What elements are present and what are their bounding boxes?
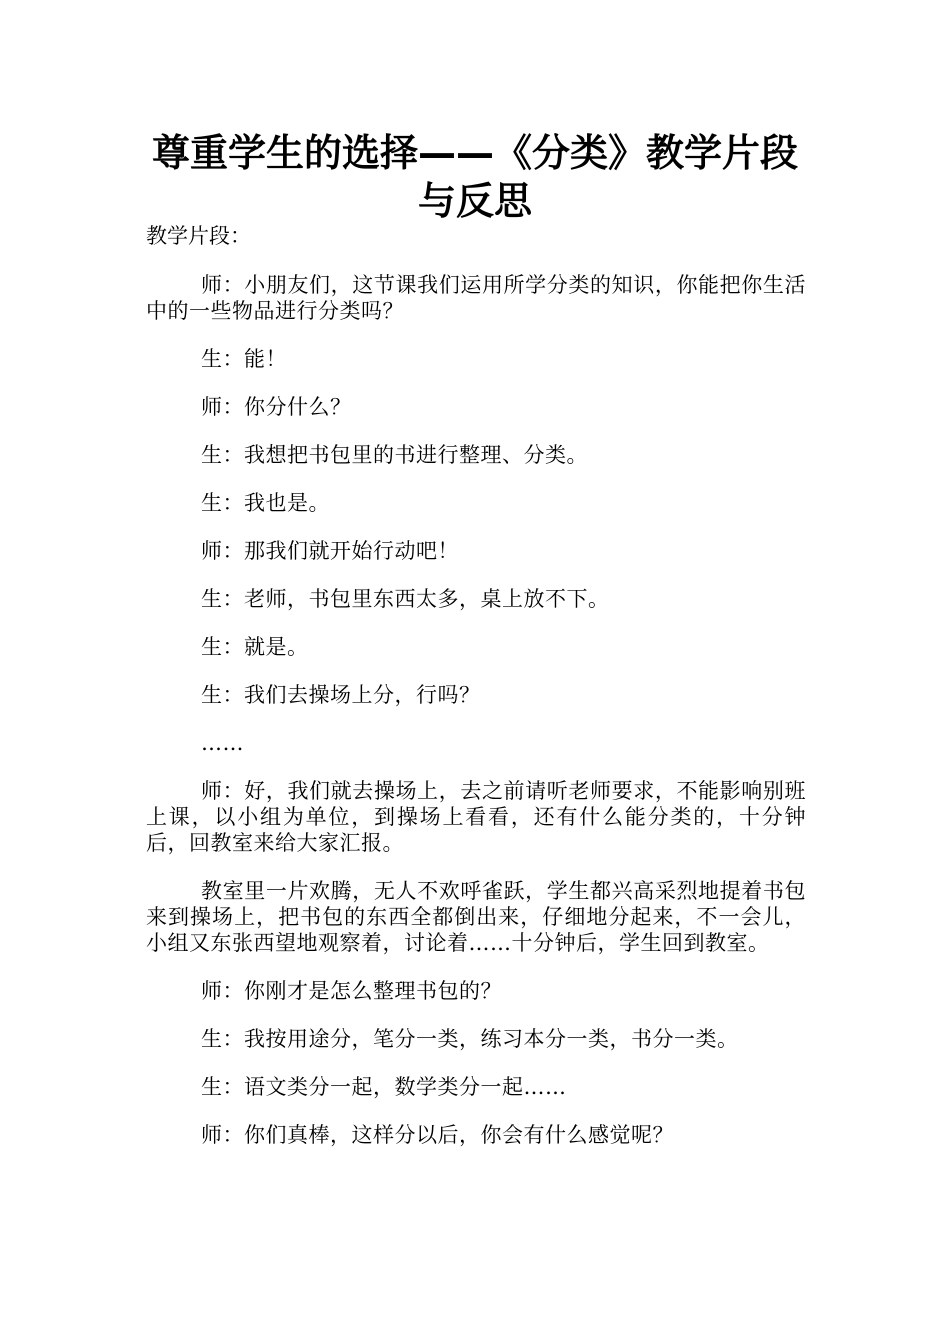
paragraph-2: 生：能！ — [201, 347, 287, 371]
section-label: 教学片段： — [146, 224, 251, 248]
paragraph-3: 师：你分什么？ — [201, 395, 352, 419]
paragraph-7: 生：老师，书包里东西太多，桌上放不下。 — [201, 587, 610, 611]
paragraph-8: 生：就是。 — [201, 635, 309, 659]
paragraph-15: 生：语文类分一起，数学类分一起…… — [201, 1075, 567, 1099]
paragraph-1: 师：小朋友们，这节课我们运用所学分类的知识，你能把你生活中的一些物品进行分类吗？ — [146, 273, 806, 323]
document-title-line-1: 尊重学生的选择——《分类》教学片段 — [151, 131, 798, 175]
paragraph-5: 生：我也是。 — [201, 491, 330, 515]
paragraph-16: 师：你们真棒，这样分以后，你会有什么感觉呢？ — [201, 1123, 674, 1147]
paragraph-6: 师：那我们就开始行动吧！ — [201, 539, 459, 563]
paragraph-4: 生：我想把书包里的书进行整理、分类。 — [201, 443, 588, 467]
paragraph-13: 师：你刚才是怎么整理书包的？ — [201, 979, 502, 1003]
dialogue-body — [146, 272, 806, 1170]
paragraph-9: 生：我们去操场上分，行吗？ — [201, 683, 481, 707]
paragraph-12: 教室里一片欢腾，无人不欢呼雀跃，学生都兴高采烈地提着书包来到操场上，把书包的东西全都倒出来，仔细地分起来，不一会儿，小组又东张西望地观察着，讨论着……十分钟后，学生回到教室。 — [146, 879, 806, 955]
document-title-line-2: 与反思 — [417, 179, 532, 223]
paragraph-10: …… — [201, 731, 244, 755]
paragraph-11: 师：好，我们就去操场上，去之前请听老师要求，不能影响别班上课，以小组为单位，到操场上看看，还有什么能分类的，十分钟后，回教室来给大家汇报。 — [146, 779, 806, 855]
paragraph-14: 生：我按用途分，笔分一类，练习本分一类，书分一类。 — [201, 1027, 739, 1051]
